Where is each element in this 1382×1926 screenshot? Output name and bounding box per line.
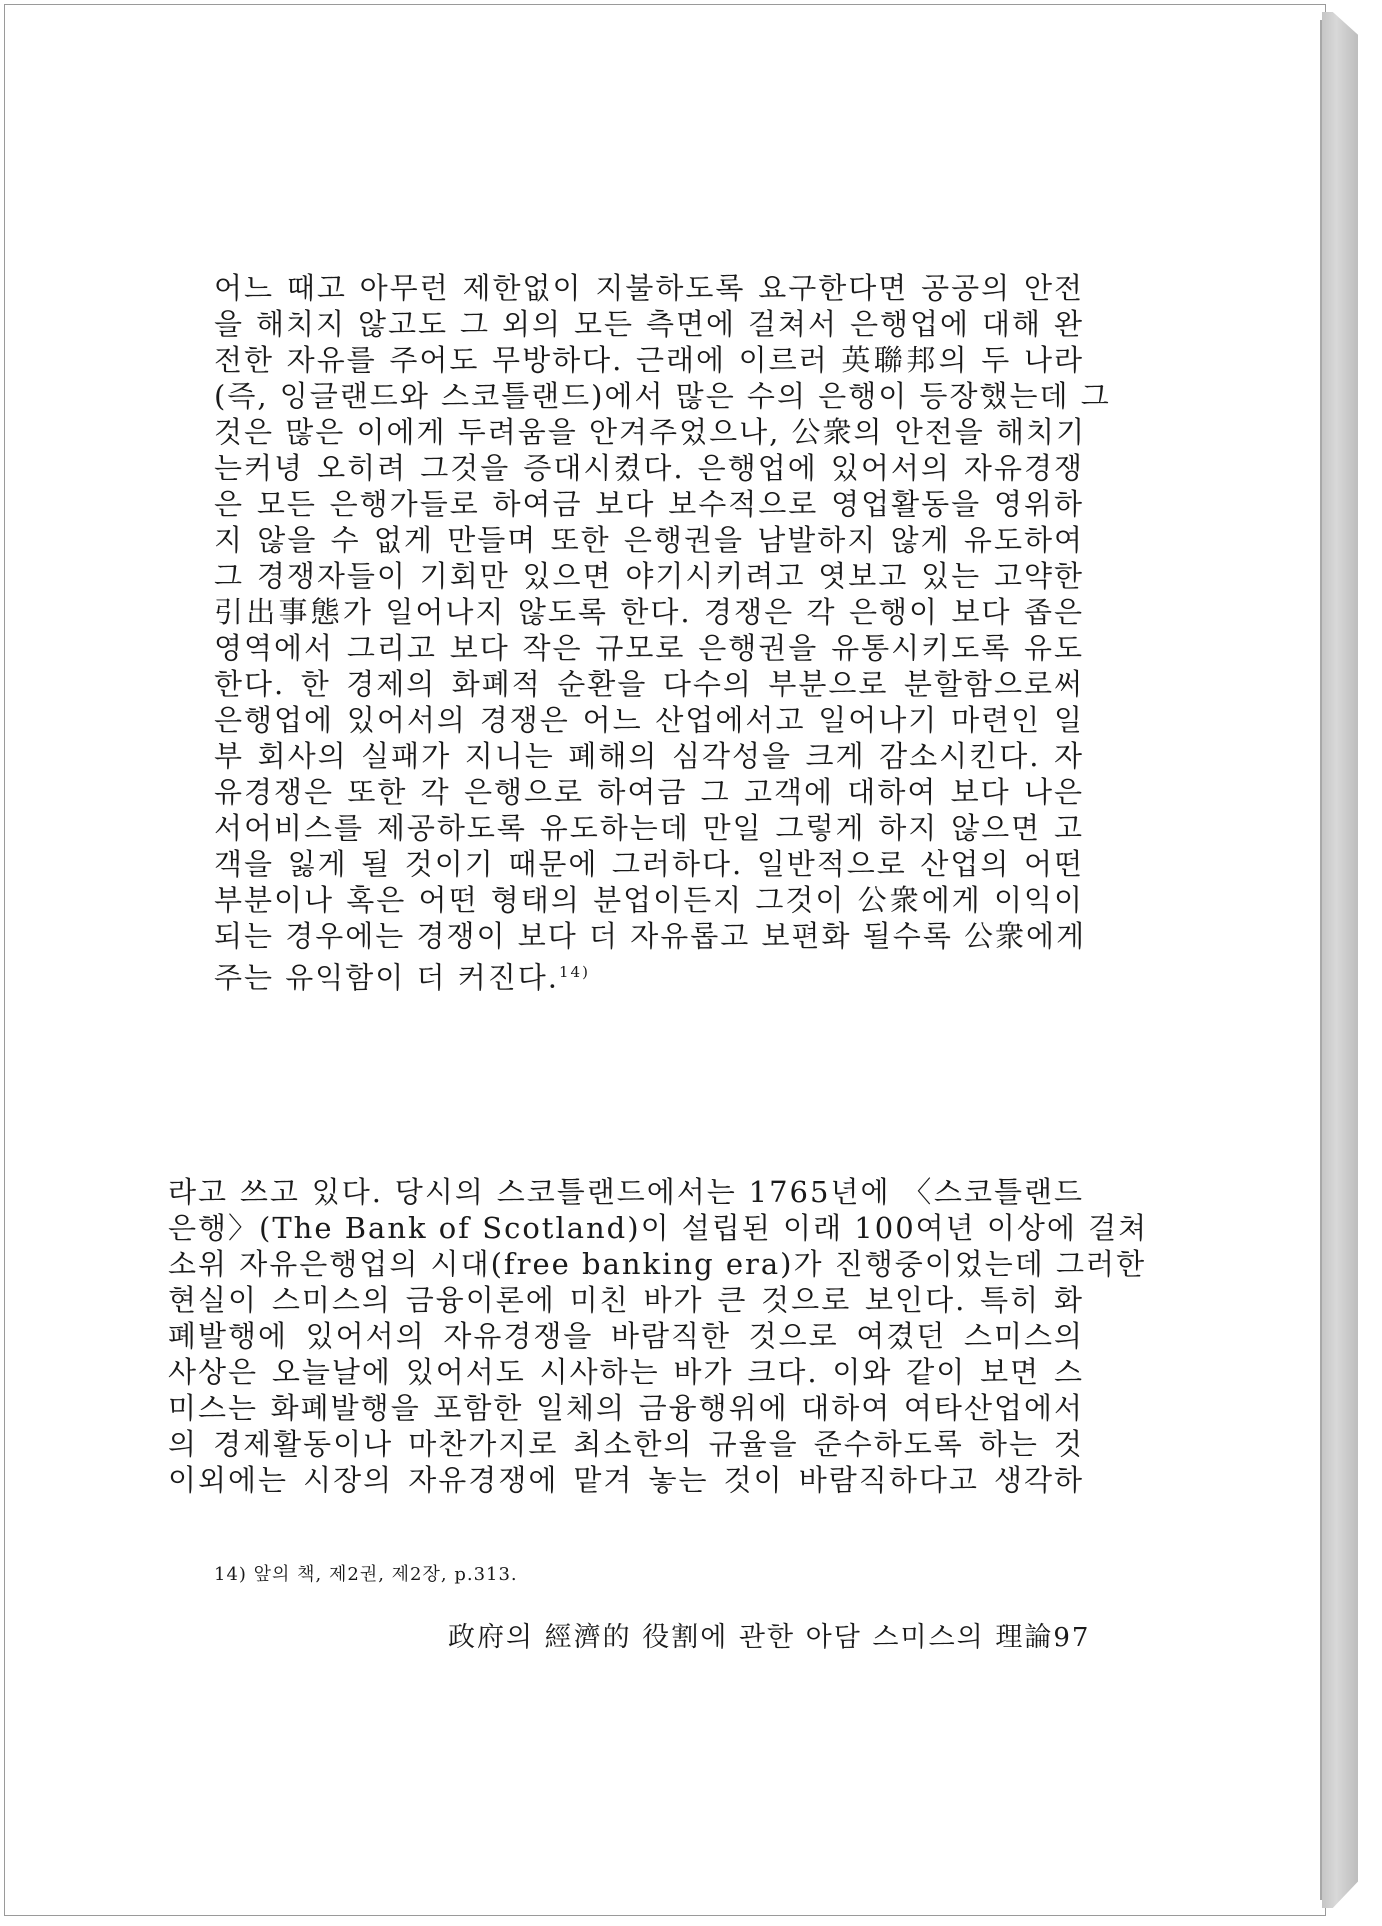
running-title: 政府의 經濟的 役割에 관한 아담 스미스의 理論 [448, 1622, 1054, 1653]
quote-line: 되는 경우에는 경쟁이 보다 더 자유롭고 보편화 될수록 公衆에게 [214, 919, 1087, 953]
quote-line: 유경쟁은 또한 각 은행으로 하여금 그 고객에 대하여 보다 나은 [214, 775, 1084, 809]
quote-line: 은 모든 은행가들로 하여금 보다 보수적으로 영업활동을 영위하 [214, 487, 1084, 521]
quote-line: 을 해치지 않고도 그 외의 모든 측면에 걸쳐서 은행업에 대해 완 [214, 307, 1084, 341]
body-line: 라고 쓰고 있다. 당시의 스코틀랜드에서는 1765년에 〈스코틀랜드 [168, 1175, 1084, 1209]
quote-line: 부 회사의 실패가 지니는 폐해의 심각성을 크게 감소시킨다. 자 [214, 739, 1084, 773]
body-line: 현실이 스미스의 금융이론에 미친 바가 큰 것으로 보인다. 특히 화 [168, 1283, 1084, 1317]
quote-line: 부분이나 혹은 어떤 형태의 분업이든지 그것이 公衆에게 이익이 [214, 883, 1084, 917]
quote-line: 객을 잃게 될 것이기 때문에 그러하다. 일반적으로 산업의 어떤 [214, 847, 1084, 881]
footnote: 14) 앞의 책, 제2권, 제2장, p.313. [214, 1564, 518, 1585]
body-line: 은행〉(The Bank of Scotland)이 설립된 이래 100여년 이상에 걸쳐 [168, 1211, 1149, 1245]
page-footer [448, 1620, 1091, 1656]
footnote-reference: 14) [559, 963, 590, 981]
quote-line: 전한 자유를 주어도 무방하다. 근래에 이르러 英聯邦의 두 나라 [214, 343, 1084, 377]
quote-line: 는커녕 오히려 그것을 증대시켰다. 은행업에 있어서의 자유경쟁 [214, 451, 1084, 485]
quote-line: 그 경쟁자들이 기회만 있으면 야기시키려고 엿보고 있는 고약한 [214, 559, 1084, 593]
body-line: 미스는 화폐발행을 포함한 일체의 금융행위에 대하여 여타산업에서 [168, 1391, 1084, 1425]
quote-last-line-text: 주는 유익함이 더 커진다. [214, 960, 560, 995]
quote-line: 것은 많은 이에게 두려움을 안겨주었으나, 公衆의 안전을 해치기 [214, 415, 1087, 449]
quote-last-line [214, 952, 590, 995]
quote-line: 한다. 한 경제의 화폐적 순환을 다수의 부분으로 분할함으로써 [214, 667, 1084, 701]
page-edge [1322, 12, 1358, 1908]
quote-line: 引出事態가 일어나지 않도록 한다. 경쟁은 각 은행이 보다 좁은 [214, 595, 1084, 629]
body-line: 이외에는 시장의 자유경쟁에 맡겨 놓는 것이 바람직하다고 생각하 [168, 1463, 1084, 1497]
body-line: 사상은 오늘날에 있어서도 시사하는 바가 크다. 이와 같이 보면 스 [168, 1355, 1084, 1389]
quote-line: 서어비스를 제공하도록 유도하는데 만일 그렇게 하지 않으면 고 [214, 811, 1084, 845]
quote-line: 영역에서 그리고 보다 작은 규모로 은행권을 유통시키도록 유도 [214, 631, 1084, 665]
quote-line: 은행업에 있어서의 경쟁은 어느 산업에서고 일어나기 마련인 일 [214, 703, 1084, 737]
quote-line: (즉, 잉글랜드와 스코틀랜드)에서 많은 수의 은행이 등장했는데 그 [214, 379, 1111, 413]
quote-line: 어느 때고 아무런 제한없이 지불하도록 요구한다면 공공의 안전 [214, 271, 1084, 305]
page-number: 97 [1053, 1623, 1091, 1653]
body-line: 의 경제활동이나 마찬가지로 최소한의 규율을 준수하도록 하는 것 [168, 1427, 1084, 1461]
quote-line: 지 않을 수 없게 만들며 또한 은행권을 남발하지 않게 유도하여 [214, 523, 1084, 557]
body-line: 폐발행에 있어서의 자유경쟁을 바람직한 것으로 여겼던 스미스의 [168, 1319, 1084, 1353]
body-line: 소위 자유은행업의 시대(free banking era)가 진행중이었는데 그러한 [168, 1247, 1147, 1281]
